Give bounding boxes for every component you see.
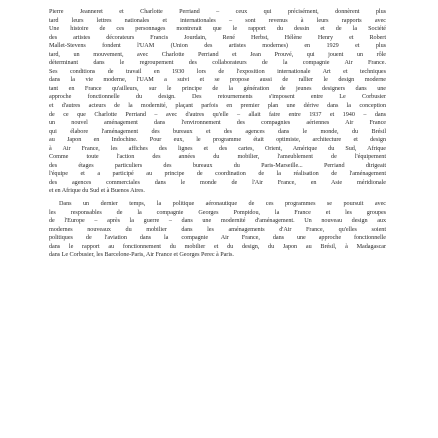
paragraph-2 <box>49 200 386 260</box>
text-line: politiques de l'aviation dans la compagnie Air France, dans une approche fonctionnelle <box>49 234 386 242</box>
text-line: de ce que Charlotte Perriand – avec d'autres qu'elle – allait faire entre 1937 et 1940 – dans <box>49 110 386 118</box>
text-line: tant en France qu'ailleurs, sur le principe de la génération de jeunes designers dans une <box>49 84 386 92</box>
text-line: et en Afrique du Sud et à Buenos Aires. <box>49 187 145 195</box>
text-line: au Japon en Indochine. Pour eux, le programme était optimiste, architecture et design <box>49 136 386 144</box>
text-line: Ses conditions de travail en 1930 lors de l'exposition internationale Art et techniques <box>49 67 386 75</box>
text-line: dans le rapport au fonctionnement du mobilier et du design, du Japon au Brésil, à Madagascar <box>49 242 386 250</box>
text-line: des étages particuliers des bureaux du Paris-Marseille... Perriand dirigeait <box>49 161 386 169</box>
body-text <box>49 8 386 260</box>
paragraph-1 <box>49 8 386 196</box>
text-line: tard leurs lettres nationales et internationales – sont revenus à leurs rapports avec <box>49 16 386 24</box>
text-line: l'équipe et a participé au principe de coordination de la réalisation de l'aménagement <box>49 170 386 178</box>
text-line: dans Le Corbusier, les Barcelone-Paris, Air France et Georges Perec à Paris. <box>49 251 234 259</box>
text-line: de l'Europe – après la guerre – dans une modernité d'aménagement. Un nouveau design aux <box>49 217 386 225</box>
text-line: des agences commerciales dans le monde de l'Air France, en Asie méridionale <box>49 178 386 186</box>
text-line: déterminant dans le regroupement des collaborateurs de la compagnie Air France. <box>49 59 386 67</box>
text-line: Une histoire de ces personnages montrerait que le rapport du dessin et de la Société <box>49 25 386 33</box>
text-line: à Air France, les affiches des lignes et des cartes, Orient, Amérique du Sud, Afrique <box>49 144 386 152</box>
text-line: et d'autres acteurs de la modernité, plaçant parfois en premier plan une dérive dans la conception <box>49 102 386 110</box>
text-line: Pierre Jeanneret et Charlotte Perriand – ceux qui précisément, donnèrent plus <box>49 8 386 15</box>
text-line: qui élabore l'aménagement des bureaux et des agences dans le monde, du Brésil <box>49 127 386 135</box>
text-line: les responsables de la compagnie Georges Pompidou, la France et les groupes <box>49 208 386 216</box>
text-line: approche fonctionnelle du design. Des retournements s'imposent entre Le Corbusier <box>49 93 386 101</box>
text-line: Comme toute l'action des années du mobilier, l'ameublement de l'équipement <box>49 153 386 161</box>
text-line: Mallet-Stevens fondent l'UAM (Union des artistes modernes) en 1929 et plus <box>49 42 386 50</box>
text-line: un nouvel aménagement dans l'environnement des compagnies aériennes Air France <box>49 119 386 127</box>
text-line: dans la vie moderne, l'UAM a suivi et se propose aussi de rallier le design moderne <box>49 76 386 84</box>
text-line: Dans un dernier temps, la politique aéronautique de ces programmes se poursuit avec <box>59 200 386 208</box>
text-line: tard, un mouvement, avec Charlotte Perriand et Jean Prouvé, qui jouent un rôle <box>49 50 386 58</box>
text-line: modernes nouveaux du mobilier dans les aménagements d'Air France, qu'elles soient <box>49 225 386 233</box>
text-line: des artistes décorateurs Francis Jourdain, René Herbst, Hélène Henry et Robert <box>49 33 386 41</box>
